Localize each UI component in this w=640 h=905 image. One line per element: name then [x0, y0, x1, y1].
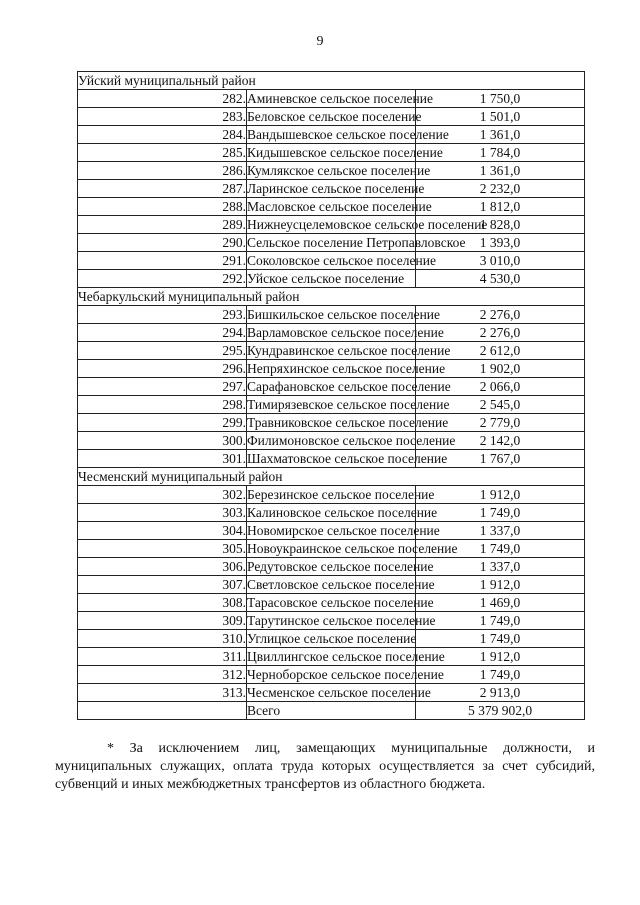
row-number: 296. — [78, 360, 247, 378]
amount-value: 1 501,0 — [416, 108, 585, 126]
amount-value: 1 361,0 — [416, 162, 585, 180]
table-row — [78, 144, 585, 162]
row-number: 306. — [78, 558, 247, 576]
settlement-name: Ларинское сельское поселение — [247, 181, 425, 196]
row-number: 311. — [78, 648, 247, 666]
row-number: 300. — [78, 432, 247, 450]
district-name: Чесменский муниципальный район — [78, 468, 585, 486]
row-number: 288. — [78, 198, 247, 216]
table-row — [78, 306, 585, 324]
amount-value: 1 912,0 — [416, 486, 585, 504]
row-number: 297. — [78, 378, 247, 396]
amount-value: 2 913,0 — [416, 684, 585, 702]
settlement-name: Сельское поселение Петропавловское — [247, 235, 466, 250]
settlement-name: Нижнеусцелемовское сельское поселение — [247, 217, 488, 232]
amount-value: 1 749,0 — [416, 504, 585, 522]
table-row — [78, 612, 585, 630]
row-number: 290. — [78, 234, 247, 252]
table-row — [78, 594, 585, 612]
footnote: * За исключением лиц, замещающих муниципальные должности, и муниципальных служащих, оплата труда которых осуществляется за счет субсидий, субвенций и иных межбюджетных трансфертов из областного бюджета. — [55, 741, 595, 792]
row-number: 299. — [78, 414, 247, 432]
amount-value: 1 912,0 — [416, 648, 585, 666]
page-number: 9 — [316, 34, 324, 49]
amount-value: 2 779,0 — [416, 414, 585, 432]
settlement-name: Беловское сельское поселение — [247, 109, 422, 124]
table-row — [78, 90, 585, 108]
settlement-name: Сарафановское сельское поселение — [247, 379, 451, 394]
settlement-name: Непряхинское сельское поселение — [247, 361, 446, 376]
table-row — [78, 522, 585, 540]
amount-value: 1 337,0 — [416, 522, 585, 540]
amount-value: 2 142,0 — [416, 432, 585, 450]
row-number: 285. — [78, 144, 247, 162]
allocation-table — [77, 71, 585, 720]
amount-value: 1 749,0 — [416, 612, 585, 630]
row-number: 293. — [78, 306, 247, 324]
table-row — [78, 396, 585, 414]
settlement-name: Кундравинское сельское поселение — [247, 343, 451, 358]
table-row — [78, 252, 585, 270]
amount-value: 1 828,0 — [416, 216, 585, 234]
settlement-name: Новоукраинское сельское поселение — [247, 541, 458, 556]
amount-value: 1 767,0 — [416, 450, 585, 468]
district-header-row — [78, 468, 585, 486]
table-row — [78, 540, 585, 558]
table-row — [78, 360, 585, 378]
amount-value: 1 749,0 — [416, 540, 585, 558]
district-name: Чебаркульский муниципальный район — [78, 288, 585, 306]
amount-value: 1 361,0 — [416, 126, 585, 144]
row-number: 298. — [78, 396, 247, 414]
amount-value: 2 276,0 — [416, 324, 585, 342]
table-row — [78, 432, 585, 450]
amount-value: 1 750,0 — [416, 90, 585, 108]
row-number: 283. — [78, 108, 247, 126]
total-row — [78, 702, 585, 720]
settlement-name: Травниковское сельское поселение — [247, 415, 449, 430]
settlement-name: Калиновское сельское поселение — [247, 505, 438, 520]
settlement-name: Шахматовское сельское поселение — [247, 451, 448, 466]
settlement-name: Тарутинское сельское поселение — [247, 613, 436, 628]
settlement-name: Кумлякское сельское поселение — [247, 163, 431, 178]
row-number: 301. — [78, 450, 247, 468]
total-number-cell — [78, 702, 247, 720]
amount-value: 1 469,0 — [416, 594, 585, 612]
total-label: Всего — [247, 702, 416, 720]
amount-value: 4 530,0 — [416, 270, 585, 288]
row-number: 292. — [78, 270, 247, 288]
amount-value: 2 066,0 — [416, 378, 585, 396]
table-row — [78, 270, 585, 288]
district-header-row — [78, 288, 585, 306]
table-row — [78, 648, 585, 666]
amount-value: 1 812,0 — [416, 198, 585, 216]
settlement-name: Варламовское сельское поселение — [247, 325, 444, 340]
settlement-name: Редутовское сельское поселение — [247, 559, 434, 574]
row-number: 291. — [78, 252, 247, 270]
table-row — [78, 558, 585, 576]
table-row — [78, 576, 585, 594]
amount-value: 1 749,0 — [416, 666, 585, 684]
row-number: 303. — [78, 504, 247, 522]
settlement-name: Светловское сельское поселение — [247, 577, 435, 592]
amount-value: 2 232,0 — [416, 180, 585, 198]
table-row — [78, 504, 585, 522]
settlement-name: Цвиллингское сельское поселение — [247, 649, 445, 664]
table-row — [78, 126, 585, 144]
row-number: 312. — [78, 666, 247, 684]
amount-value: 2 276,0 — [416, 306, 585, 324]
row-number: 284. — [78, 126, 247, 144]
row-number: 294. — [78, 324, 247, 342]
amount-value: 1 912,0 — [416, 576, 585, 594]
settlement-name: Новомирское сельское поселение — [247, 523, 440, 538]
row-number: 287. — [78, 180, 247, 198]
table-row — [78, 630, 585, 648]
settlement-name: Чесменское сельское поселение — [247, 685, 431, 700]
amount-value: 1 784,0 — [416, 144, 585, 162]
settlement-name: Тарасовское сельское поселение — [247, 595, 434, 610]
amount-value: 1 393,0 — [416, 234, 585, 252]
district-name: Уйский муниципальный район — [78, 72, 585, 90]
row-number: 309. — [78, 612, 247, 630]
table-row — [78, 324, 585, 342]
table-row — [78, 108, 585, 126]
table-row — [78, 234, 585, 252]
total-value: 5 379 902,0 — [416, 702, 585, 720]
row-number: 310. — [78, 630, 247, 648]
amount-value: 1 337,0 — [416, 558, 585, 576]
amount-value: 1 749,0 — [416, 630, 585, 648]
table-row — [78, 342, 585, 360]
settlement-name: Углицкое сельское поселение — [247, 631, 417, 646]
district-header-row — [78, 72, 585, 90]
table-row — [78, 666, 585, 684]
row-number: 313. — [78, 684, 247, 702]
table-row — [78, 486, 585, 504]
row-number: 305. — [78, 540, 247, 558]
row-number: 295. — [78, 342, 247, 360]
settlement-name: Масловское сельское поселение — [247, 199, 432, 214]
settlement-name: Вандышевское сельское поселение — [247, 127, 449, 142]
row-number: 302. — [78, 486, 247, 504]
settlement-name: Тимирязевское сельское поселение — [247, 397, 450, 412]
amount-value: 3 010,0 — [416, 252, 585, 270]
table-row — [78, 180, 585, 198]
settlement-name: Кидышевское сельское поселение — [247, 145, 443, 160]
table-row — [78, 450, 585, 468]
settlement-name: Березинское сельское поселение — [247, 487, 435, 502]
row-number: 307. — [78, 576, 247, 594]
settlement-name: Филимоновское сельское поселение — [247, 433, 456, 448]
table-row — [78, 216, 585, 234]
amount-value: 1 902,0 — [416, 360, 585, 378]
table-row — [78, 198, 585, 216]
table-row — [78, 378, 585, 396]
amount-value: 2 612,0 — [416, 342, 585, 360]
settlement-name: Черноборское сельское поселение — [247, 667, 444, 682]
table-row — [78, 414, 585, 432]
amount-value: 2 545,0 — [416, 396, 585, 414]
row-number: 308. — [78, 594, 247, 612]
settlement-name: Бишкильское сельское поселение — [247, 307, 441, 322]
settlement-name: Соколовское сельское поселение — [247, 253, 436, 268]
row-number: 289. — [78, 216, 247, 234]
table-row — [78, 162, 585, 180]
settlement-name: Уйское сельское поселение — [247, 270, 416, 288]
table-row — [78, 684, 585, 702]
row-number: 286. — [78, 162, 247, 180]
allocation-table-body — [78, 72, 585, 720]
row-number: 282. — [78, 90, 247, 108]
settlement-name: Аминевское сельское поселение — [247, 91, 433, 106]
row-number: 304. — [78, 522, 247, 540]
